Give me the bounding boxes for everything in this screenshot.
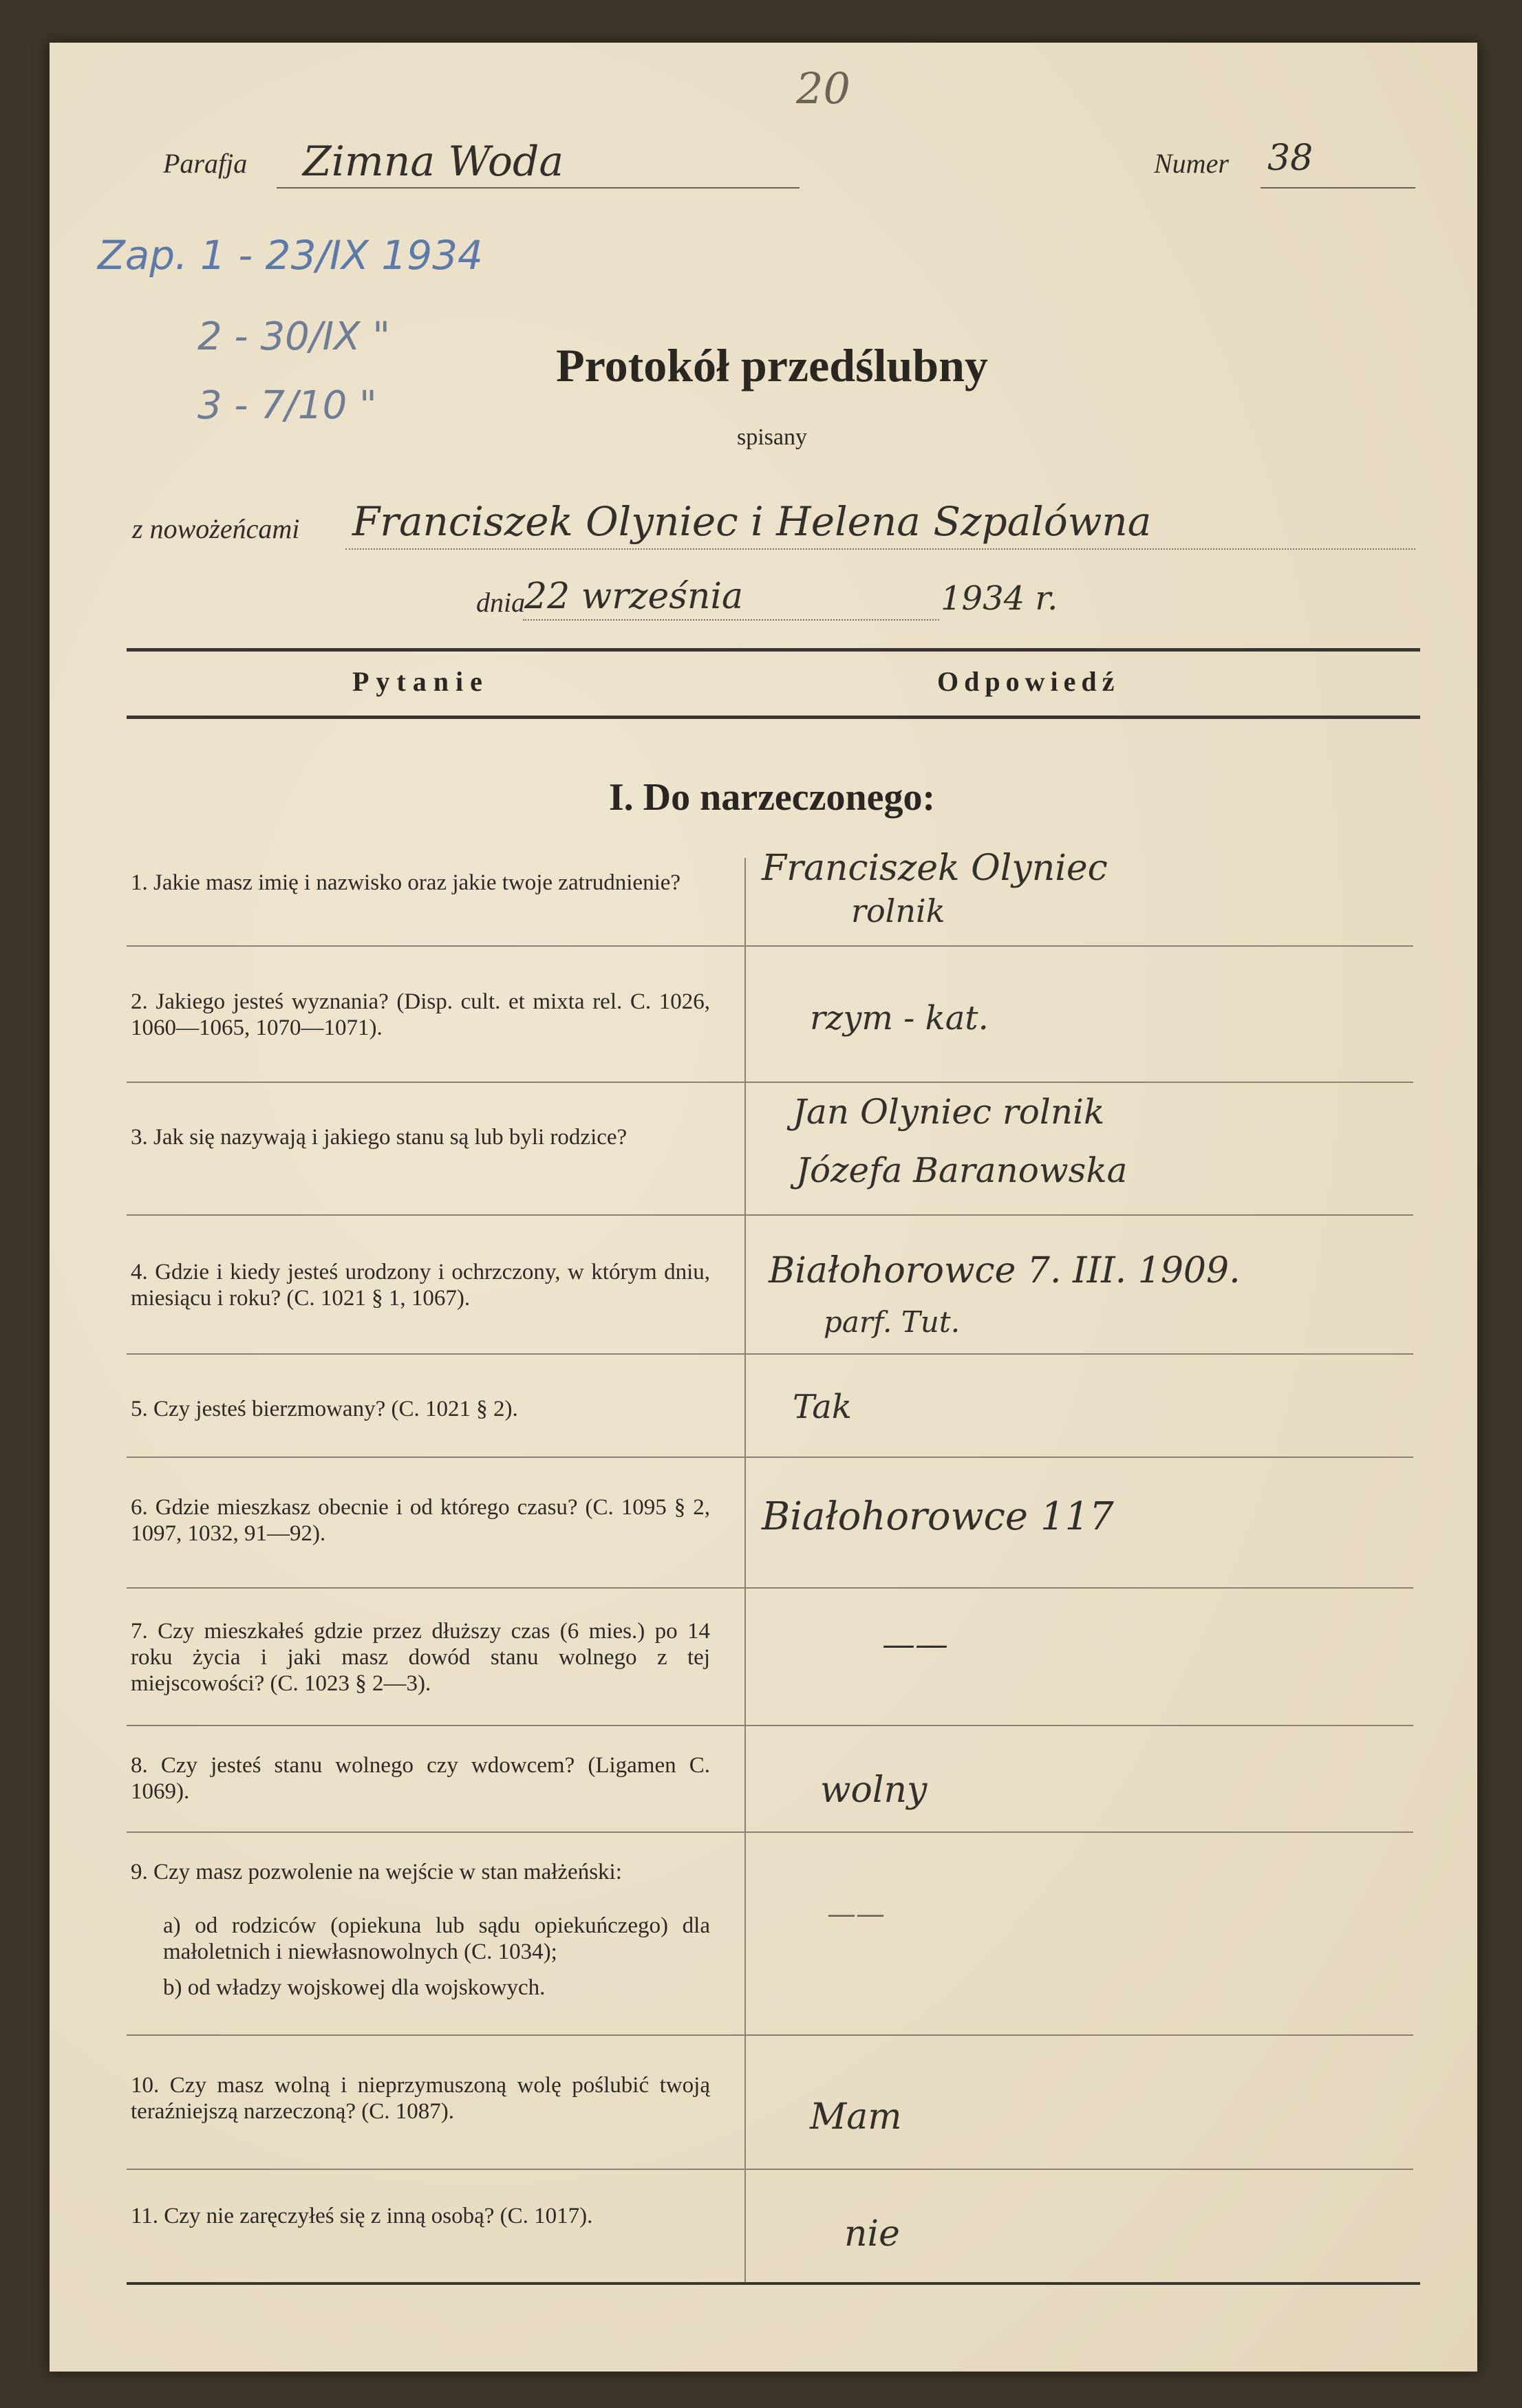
question-3: 3. Jak się nazywają i jakiego stanu są lub byli rodzice?	[131, 1125, 628, 1150]
column-question: Pytanie	[352, 666, 489, 697]
question-7: 7. Czy mieszkałeś gdzie przez dłuższy czas (6 mies.) po 14 roku życia i jaki masz dowód stanu wolnego z tej miejscowości? (C. 1023 § 2—3).	[131, 1619, 710, 1696]
question-10: 10. Czy masz wolną i nieprzymuszoną wolę poślubić twoją teraźniejszą narzeczoną? (C. 1087).	[131, 2073, 710, 2124]
document-subtitle: spisany	[737, 424, 807, 450]
couple-label: z nowożeńcami	[132, 513, 300, 544]
answer-8: wolny	[820, 1770, 928, 1811]
question-9b: b) od władzy wojskowej dla wojskowych.	[163, 1975, 546, 2000]
column-answer: Odpowiedź	[937, 666, 1120, 697]
year-value: 1934 r.	[941, 579, 1058, 618]
question-6: 6. Gdzie mieszkasz obecnie i od którego czasu? (C. 1095 § 2, 1097, 1032, 91—92).	[131, 1495, 710, 1546]
date-value: 22 września	[524, 576, 744, 617]
margin-note-3: 3 - 7/10 "	[197, 383, 377, 428]
date-label: dnia	[476, 587, 526, 618]
question-9a: a) od rodziców (opiekuna lub sądu opiekuńczego) dla małoletnich i niewłasnowolnych (C. 1034);	[163, 1913, 710, 1964]
answer-5: Tak	[793, 1388, 852, 1426]
answer-7: ——	[882, 1625, 948, 1664]
margin-note-1: Zap. 1 - 23/IX 1934	[98, 232, 483, 279]
answer-4-line-2: parf. Tut.	[824, 1305, 961, 1339]
document-title: Protokół przedślubny	[556, 339, 988, 391]
page-number: 20	[796, 63, 850, 114]
question-4: 4. Gdzie i kiedy jesteś urodzony i ochrzczony, w którym dniu, miesiącu i roku? (C. 1021 § 1, 1067).	[131, 1260, 710, 1311]
parish-label: Parafja	[163, 148, 248, 179]
question-8: 8. Czy jesteś stanu wolnego czy wdowcem? (Ligamen C. 1069).	[131, 1753, 710, 1804]
question-2: 2. Jakiego jesteś wyznania? (Disp. cult. et mixta rel. C. 1026, 1060—1065, 1070—1071).	[131, 989, 710, 1040]
answer-10: Mam	[810, 2096, 902, 2138]
answer-3-line-1: Jan Olyniec rolnik	[793, 1092, 1105, 1132]
answer-11: nie	[844, 2213, 900, 2255]
answer-1-line-1: Franciszek Olyniec	[762, 848, 1108, 889]
number-label: Numer	[1154, 148, 1229, 179]
margin-note-2: 2 - 30/IX "	[197, 314, 390, 359]
answer-3-line-2: Józefa Baranowska	[796, 1150, 1128, 1190]
question-11: 11. Czy nie zaręczyłeś się z inną osobą? (C. 1017).	[131, 2204, 593, 2228]
answer-9: ——	[827, 1897, 885, 1931]
answer-2: rzym - kat.	[810, 999, 989, 1038]
answer-4-line-1: Białohorowce 7. III. 1909.	[769, 1250, 1241, 1291]
document-page	[50, 43, 1477, 2372]
question-1: 1. Jakie masz imię i nazwisko oraz jakie twoje zatrudnienie?	[131, 870, 681, 895]
parish-value: Zimna Woda	[303, 138, 564, 186]
section-title: I. Do narzeczonego:	[608, 776, 936, 819]
question-9: 9. Czy masz pozwolenie na wejście w stan małżeński:	[131, 1860, 622, 1884]
number-value: 38	[1267, 138, 1314, 179]
answer-1-line-2: rolnik	[851, 892, 945, 929]
answer-6: Białohorowce 117	[762, 1494, 1114, 1539]
couple-value: Franciszek Olyniec i Helena Szpalówna	[352, 498, 1152, 545]
question-5: 5. Czy jesteś bierzmowany? (C. 1021 § 2).	[131, 1397, 518, 1421]
